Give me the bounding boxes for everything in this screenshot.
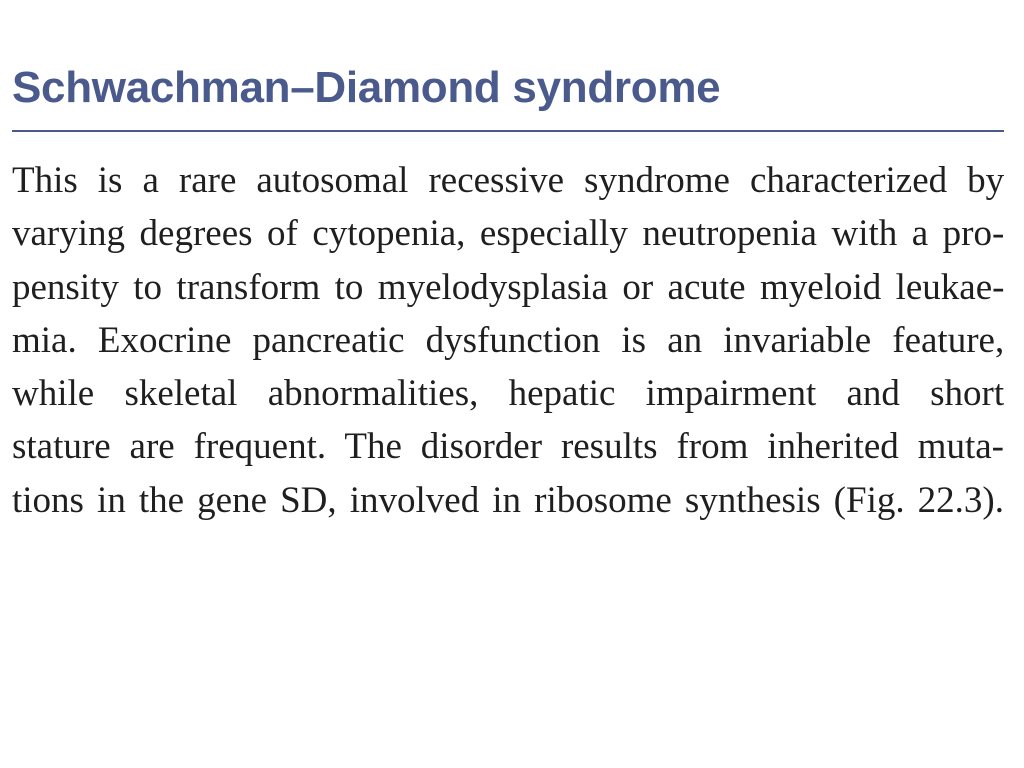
- paragraph-line: pensity to transform to myelodysplasia or acute myeloid leukae-: [12, 266, 1004, 308]
- paragraph-line: while skeletal abnormalities, hepatic impairment and short: [12, 373, 1004, 415]
- paragraph-line: tions in the gene SD, involved in ribosome synthesis (Fig. 22.3).: [12, 479, 1004, 521]
- heading-rule: [12, 130, 1004, 132]
- paragraph-line: mia. Exocrine pancreatic dysfunction is an invariable feature,: [12, 319, 1004, 361]
- paragraph-line: varying degrees of cytopenia, especially neutropenia with a pro-: [12, 213, 1004, 255]
- body-paragraph: [12, 154, 1004, 527]
- document-section: [12, 58, 1004, 527]
- paragraph-line: This is a rare autosomal recessive syndrome characterized by: [12, 160, 1004, 201]
- paragraph-line: stature are frequent. The disorder results from inherited muta-: [12, 426, 1004, 468]
- section-heading: Schwachman–Diamond syndrome: [12, 63, 721, 112]
